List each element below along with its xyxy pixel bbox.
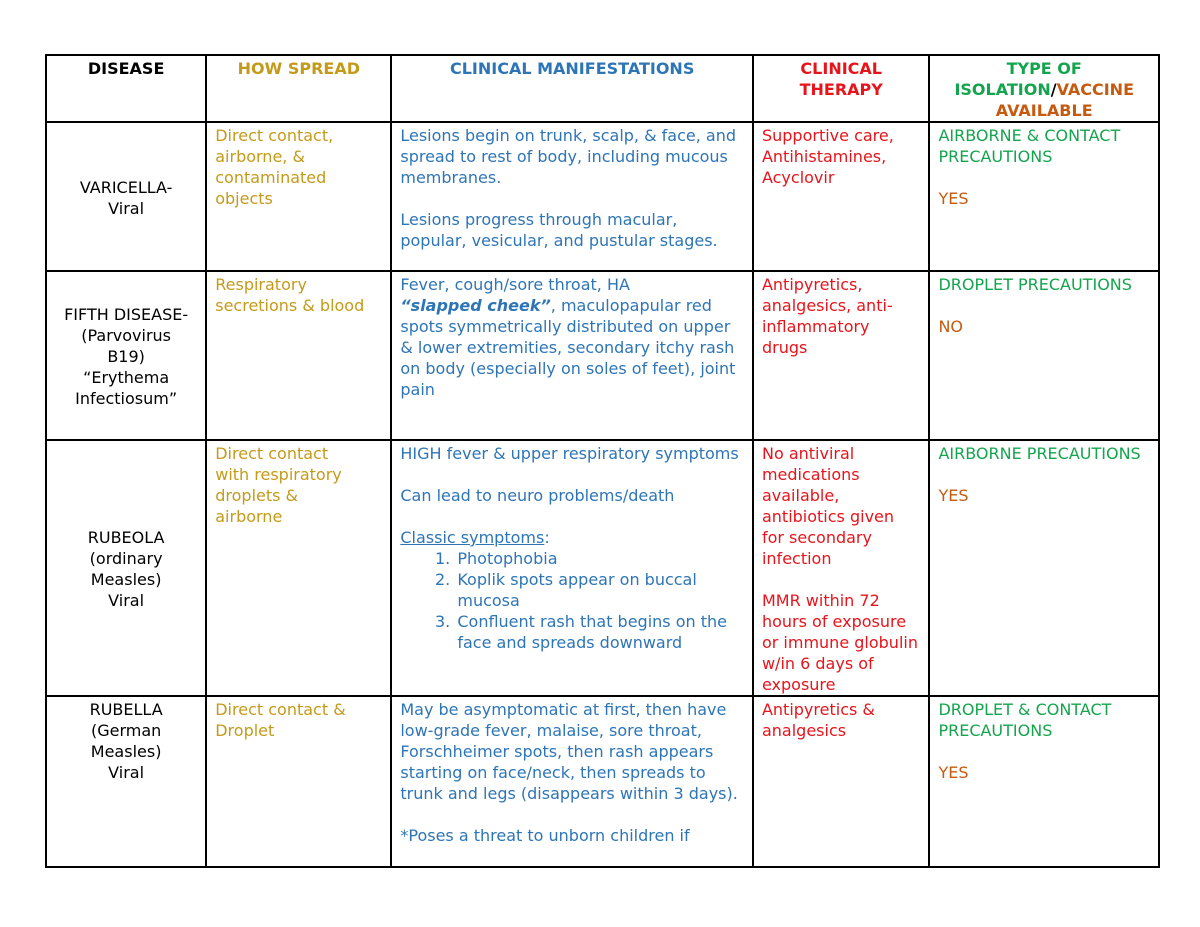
spread-line: droplets &: [215, 486, 299, 505]
therapy-cell: [753, 271, 929, 440]
header-isolation-vaccine: [929, 55, 1159, 122]
header-iso-word: ISOLATION: [954, 80, 1051, 99]
header-clinical-therapy: [753, 55, 929, 122]
disease-line: Infectiosum”: [75, 389, 178, 408]
header-how-spread: HOW SPREAD: [206, 55, 391, 122]
spread-cell: [206, 696, 391, 867]
therapy-line: Antipyretics &: [761, 700, 875, 719]
therapy-cell: [753, 440, 929, 696]
spread-cell: [206, 122, 391, 271]
clinical-text-a: Fever, cough/sore throat, HA: [400, 275, 630, 294]
table-row: [46, 271, 1159, 440]
therapy-text: No antiviral medications available, antibiotics given for secondary infection: [761, 444, 895, 568]
vaccine-status: YES: [938, 189, 969, 208]
vaccine-status: NO: [938, 317, 963, 336]
disease-line: Measles): [90, 742, 162, 761]
spread-line: Droplet: [215, 721, 275, 740]
spread-line: Direct contact &: [215, 700, 346, 719]
clinical-cell: [391, 696, 753, 867]
classic-symptoms-link: Classic symptoms: [400, 528, 545, 547]
header-clinical-manifestations: CLINICAL MANIFESTATIONS: [391, 55, 753, 122]
clinical-text: HIGH fever & upper respiratory symptoms: [400, 444, 739, 463]
header-therapy-line2: THERAPY: [799, 80, 883, 99]
disease-line: Viral: [108, 591, 145, 610]
spread-line: secretions & blood: [215, 296, 365, 315]
therapy-line: Antipyretics,: [761, 275, 863, 294]
isolation-cell: [929, 122, 1159, 271]
isolation-cell: [929, 271, 1159, 440]
disease-cell: [46, 271, 206, 440]
disease-line: RUBEOLA: [87, 528, 165, 547]
clinical-text-b: , maculopapular red spots symmetrically distributed on upper & lower extremities, secondary itchy rash on body (especially on soles of feet), joint pain: [400, 296, 736, 399]
clinical-text: Lesions begin on trunk, scalp, & face, and spread to rest of body, including mucous membranes.: [400, 126, 737, 187]
disease-line: Viral: [108, 763, 145, 782]
disease-line: (ordinary: [89, 549, 163, 568]
vaccine-status: YES: [938, 486, 969, 505]
therapy-line: inflammatory: [761, 317, 870, 336]
header-iso-slash: /: [1050, 80, 1057, 99]
table-row: [46, 440, 1159, 696]
disease-line: Measles): [90, 570, 162, 589]
list-item: 2. Koplik spots appear on buccal mucosa: [455, 569, 744, 611]
clinical-text: [400, 274, 744, 400]
symptom-list: [400, 548, 744, 653]
header-disease: DISEASE: [46, 55, 206, 122]
spread-line: airborne: [215, 507, 283, 526]
spread-cell: [206, 271, 391, 440]
spread-line: contaminated: [215, 168, 327, 187]
therapy-line: Supportive care,: [761, 126, 894, 145]
clinical-text: Lesions progress through macular, popular, vesicular, and pustular stages.: [400, 210, 718, 250]
clinical-text: *Poses a threat to unborn children if: [400, 826, 690, 845]
header-iso-line2: [938, 79, 1150, 100]
therapy-cell: [753, 696, 929, 867]
header-iso-line1: TYPE OF: [1006, 59, 1082, 78]
therapy-line: analgesics: [761, 721, 847, 740]
therapy-cell: [753, 122, 929, 271]
isolation-cell: [929, 440, 1159, 696]
isolation-text: DROPLET PRECAUTIONS: [938, 275, 1132, 294]
classic-symptoms-label: [400, 527, 744, 548]
spread-line: with respiratory: [215, 465, 342, 484]
header-iso-vaccine: VACCINE: [1056, 80, 1134, 99]
clinical-slapped-cheek: “slapped cheek”: [400, 296, 551, 315]
disease-line: (German: [90, 721, 162, 740]
spread-line: objects: [215, 189, 273, 208]
list-item: 1. Photophobia: [455, 548, 744, 569]
clinical-text: May be asymptomatic at first, then have low-grade fever, malaise, sore throat, Forschheimer spots, then rash appears starting on face/neck, then spreads to trunk and legs (disappears within 3 days).: [400, 700, 738, 803]
disease-line: FIFTH DISEASE-: [64, 305, 189, 324]
disease-line: VARICELLA-: [79, 177, 173, 197]
header-row: [46, 55, 1159, 122]
spread-cell: [206, 440, 391, 696]
disease-cell: [46, 696, 206, 867]
clinical-text: Can lead to neuro problems/death: [400, 486, 675, 505]
disease-line: RUBELLA: [89, 700, 163, 719]
disease-cell: [46, 440, 206, 696]
spread-line: Direct contact,: [215, 126, 334, 145]
therapy-line: Acyclovir: [761, 168, 835, 187]
vaccine-status: YES: [938, 763, 969, 782]
table-row: [46, 696, 1159, 867]
classic-colon: :: [544, 528, 550, 547]
disease-cell: [46, 122, 206, 271]
isolation-text: DROPLET & CONTACT PRECAUTIONS: [938, 700, 1112, 740]
disease-line: Viral: [108, 198, 145, 218]
therapy-line: Antihistamines,: [761, 147, 887, 166]
disease-line: (Parvovirus: [81, 326, 171, 345]
isolation-cell: [929, 696, 1159, 867]
disease-line: “Erythema: [83, 368, 170, 387]
spread-line: airborne, &: [215, 147, 305, 166]
clinical-cell: [391, 440, 753, 696]
isolation-text: AIRBORNE & CONTACT PRECAUTIONS: [938, 126, 1121, 166]
therapy-line: analgesics, anti-: [761, 296, 893, 315]
therapy-line: drugs: [761, 338, 808, 357]
isolation-text: AIRBORNE PRECAUTIONS: [938, 444, 1141, 463]
spread-line: Respiratory: [215, 275, 307, 294]
clinical-cell: [391, 271, 753, 440]
clinical-cell: [391, 122, 753, 271]
header-therapy-line1: CLINICAL: [800, 59, 882, 78]
therapy-text: MMR within 72 hours of exposure or immune globulin w/in 6 days of exposure: [761, 591, 918, 694]
list-item: 3. Confluent rash that begins on the face and spreads downward: [455, 611, 744, 653]
disease-table: [45, 54, 1160, 868]
table-row: [46, 122, 1159, 271]
disease-line: B19): [107, 347, 145, 366]
spread-line: Direct contact: [215, 444, 329, 463]
header-iso-available: AVAILABLE: [995, 101, 1093, 120]
